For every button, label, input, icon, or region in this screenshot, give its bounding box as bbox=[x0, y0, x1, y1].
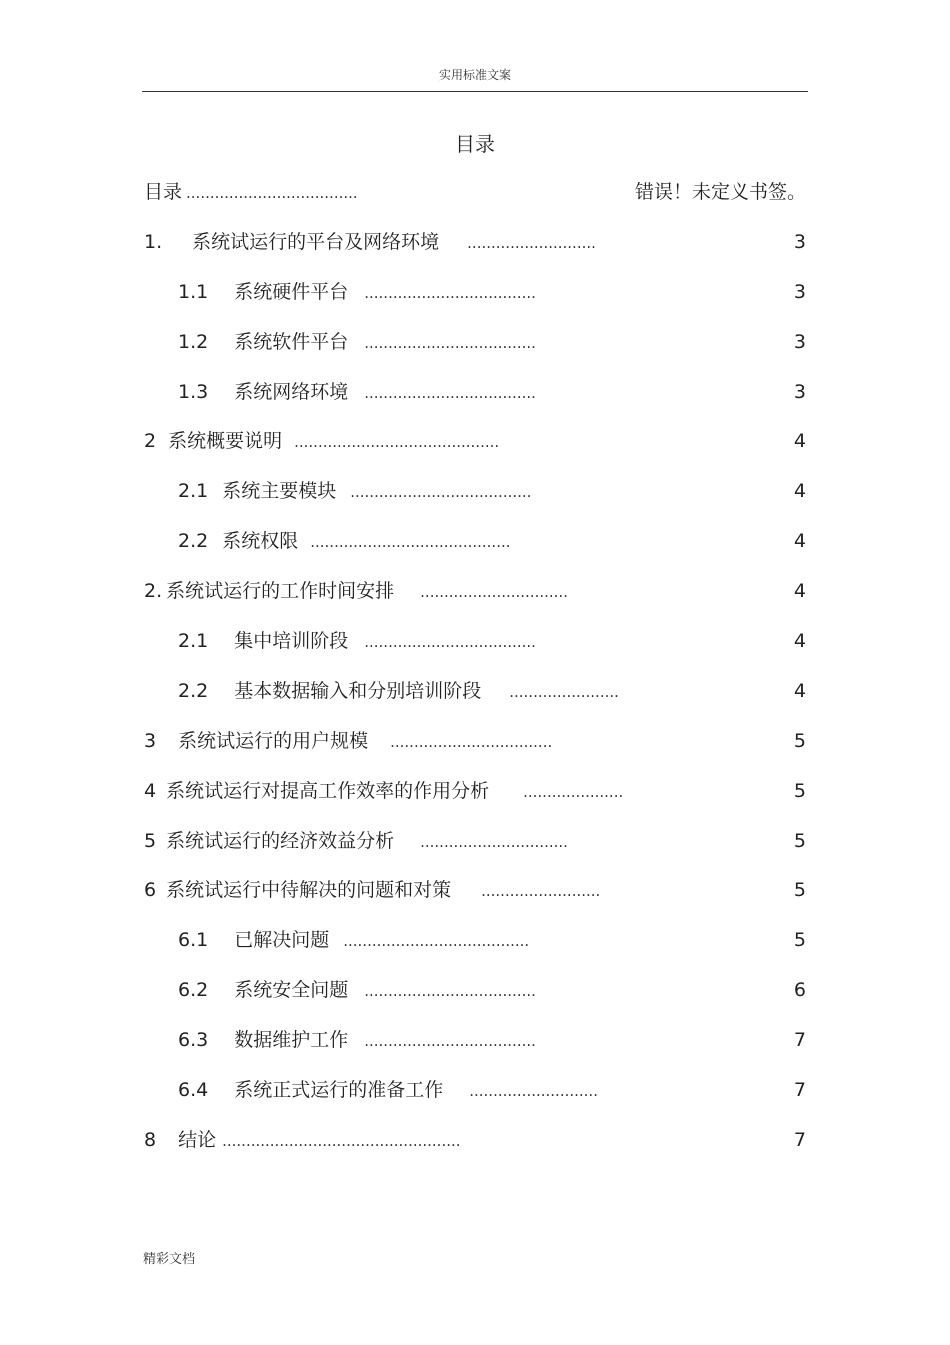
page-header: 实用标准文案 bbox=[438, 68, 511, 82]
toc-entry-title: 系统正式运行的准备工作 bbox=[234, 1079, 444, 1102]
dot-leader: .................................. bbox=[390, 732, 553, 751]
toc-entry-number: 8 bbox=[144, 1128, 157, 1151]
toc-entry-number: 2. bbox=[144, 580, 163, 603]
toc-entry-title: 系统概要说明 bbox=[168, 430, 283, 453]
toc-entry[interactable] bbox=[142, 475, 808, 525]
toc-entry[interactable] bbox=[142, 675, 808, 725]
page-footer: 精彩文档 bbox=[143, 1252, 196, 1267]
toc-title: 目录 bbox=[455, 132, 495, 156]
toc-entry-page: 4 bbox=[793, 630, 806, 653]
dot-leader: .................................... bbox=[364, 383, 536, 402]
toc-entry-number: 6.3 bbox=[178, 1029, 209, 1052]
toc-entry-title: 结论 bbox=[178, 1128, 217, 1151]
toc-entry-label: 目录 bbox=[144, 181, 183, 203]
dot-leader: ........................................... bbox=[294, 433, 500, 452]
dot-leader: ......................... bbox=[481, 882, 601, 901]
toc-entry[interactable] bbox=[142, 575, 808, 625]
toc-entry-title: 数据维护工作 bbox=[234, 1029, 349, 1052]
toc-entry[interactable] bbox=[142, 226, 808, 276]
toc-entry-title: 系统网络环境 bbox=[234, 380, 349, 403]
toc-entry-number: 2 bbox=[144, 430, 157, 453]
toc-entry[interactable] bbox=[142, 625, 808, 675]
dot-leader: .................................... bbox=[364, 633, 536, 652]
toc-entry-number: 1. bbox=[144, 230, 163, 253]
dot-leader: .................................................. bbox=[222, 1131, 461, 1150]
toc-entry[interactable] bbox=[142, 825, 808, 875]
toc-entry-toc[interactable] bbox=[142, 176, 808, 226]
toc-entry-page: 3 bbox=[793, 230, 806, 253]
toc-entry-title: 系统主要模块 bbox=[222, 480, 337, 503]
toc-entry-title: 系统硬件平台 bbox=[234, 280, 349, 303]
toc-entry-number: 6.1 bbox=[178, 929, 209, 952]
toc-entry-number: 3 bbox=[144, 729, 157, 752]
toc-entry-page: 7 bbox=[793, 1128, 806, 1151]
toc-entry-title: 系统试运行的平台及网络环境 bbox=[192, 230, 440, 253]
toc-entry[interactable] bbox=[142, 1024, 808, 1074]
toc-entry-title: 系统试运行的用户规模 bbox=[178, 729, 369, 752]
toc-entry-title: 系统权限 bbox=[222, 530, 299, 553]
toc-entry-page: 3 bbox=[793, 380, 806, 403]
toc-entry-page: 5 bbox=[793, 729, 806, 752]
dot-leader: ..................... bbox=[523, 782, 624, 801]
toc-entry[interactable] bbox=[142, 425, 808, 475]
toc-entry[interactable] bbox=[142, 1074, 808, 1124]
dot-leader: ........................... bbox=[467, 233, 596, 252]
toc-entry-page: 6 bbox=[793, 979, 806, 1002]
toc-entry[interactable] bbox=[142, 276, 808, 326]
toc-entry-number: 1.3 bbox=[178, 380, 209, 403]
toc-entry-title: 系统试运行的工作时间安排 bbox=[166, 580, 395, 603]
toc-entry[interactable] bbox=[142, 924, 808, 974]
toc-entry-title: 系统安全问题 bbox=[234, 979, 349, 1002]
dot-leader: .................................... bbox=[364, 982, 536, 1001]
dot-leader: ...................................... bbox=[350, 483, 532, 502]
toc-entry-number: 5 bbox=[144, 829, 157, 852]
toc-entry-title: 系统试运行中待解决的问题和对策 bbox=[166, 879, 452, 902]
toc-entry-title: 已解决问题 bbox=[234, 929, 330, 952]
toc-entry-title: 系统试运行的经济效益分析 bbox=[166, 829, 395, 852]
toc-entry[interactable] bbox=[142, 326, 808, 376]
header-rule bbox=[142, 91, 808, 92]
toc-entry[interactable] bbox=[142, 874, 808, 924]
toc-entry-title: 集中培训阶段 bbox=[234, 630, 349, 653]
dot-leader: ....................................... bbox=[343, 932, 530, 951]
toc-entry[interactable] bbox=[142, 525, 808, 575]
toc-entry[interactable] bbox=[142, 974, 808, 1024]
toc-entry-page: 3 bbox=[793, 330, 806, 353]
toc-entry[interactable] bbox=[142, 376, 808, 426]
toc-entry-page: 5 bbox=[793, 879, 806, 902]
toc-entry-number: 2.2 bbox=[178, 530, 209, 553]
toc-entry-number: 2.2 bbox=[178, 679, 209, 702]
toc-entry-page: 4 bbox=[793, 480, 806, 503]
table-of-contents bbox=[142, 176, 808, 1174]
dot-leader: .................................... bbox=[364, 333, 536, 352]
toc-entry-title: 系统软件平台 bbox=[234, 330, 349, 353]
toc-entry-page: 错误！未定义书签。 bbox=[634, 181, 806, 203]
toc-entry-page: 4 bbox=[793, 580, 806, 603]
toc-entry[interactable] bbox=[142, 775, 808, 825]
toc-entry-number: 6 bbox=[144, 879, 157, 902]
toc-entry-page: 5 bbox=[793, 779, 806, 802]
toc-entry-number: 1.2 bbox=[178, 330, 209, 353]
dot-leader: .................................... bbox=[364, 1032, 536, 1051]
dot-leader: ............................... bbox=[420, 832, 568, 851]
toc-entry-page: 7 bbox=[793, 1079, 806, 1102]
toc-entry-title: 基本数据输入和分别培训阶段 bbox=[234, 679, 482, 702]
toc-entry[interactable] bbox=[142, 725, 808, 775]
dot-leader: .......................................... bbox=[310, 533, 511, 552]
toc-entry-number: 6.4 bbox=[178, 1079, 209, 1102]
dot-leader: ....................... bbox=[509, 682, 619, 701]
toc-entry-number: 4 bbox=[144, 779, 157, 802]
toc-entry-page: 5 bbox=[793, 929, 806, 952]
toc-entry-number: 2.1 bbox=[178, 630, 209, 653]
toc-entry-page: 4 bbox=[793, 679, 806, 702]
toc-entry-number: 1.1 bbox=[178, 280, 209, 303]
toc-entry-page: 4 bbox=[793, 430, 806, 453]
toc-entry-number: 6.2 bbox=[178, 979, 209, 1002]
toc-entry-page: 3 bbox=[793, 280, 806, 303]
dot-leader: .................................... bbox=[186, 184, 358, 202]
dot-leader: ............................... bbox=[420, 583, 568, 602]
toc-entry-title: 系统试运行对提高工作效率的作用分析 bbox=[166, 779, 490, 802]
dot-leader: ........................... bbox=[469, 1082, 598, 1101]
toc-entry-page: 4 bbox=[793, 530, 806, 553]
toc-entry[interactable] bbox=[142, 1124, 808, 1174]
toc-entry-page: 7 bbox=[793, 1029, 806, 1052]
toc-entry-number: 2.1 bbox=[178, 480, 209, 503]
toc-entry-page: 5 bbox=[793, 829, 806, 852]
dot-leader: .................................... bbox=[364, 283, 536, 302]
